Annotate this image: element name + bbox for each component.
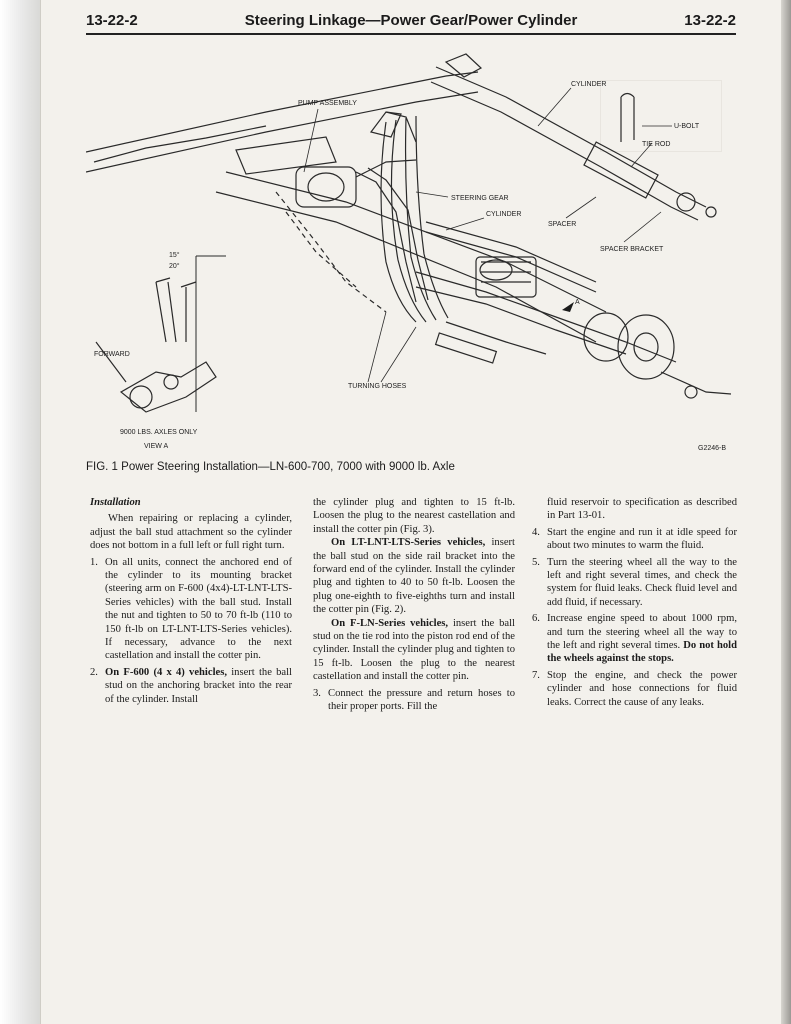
emphasis-text: On F-600 (4 x 4) vehicles, xyxy=(105,666,227,678)
list-item xyxy=(90,666,292,706)
figure-caption: FIG. 1 Power Steering Installation—LN-600-700, 7000 with 9000 lb. Axle xyxy=(86,461,455,473)
text-column-2 xyxy=(313,496,515,714)
page-binding xyxy=(0,0,41,1024)
page-number-right: 13-22-2 xyxy=(684,12,736,29)
page-edge xyxy=(781,0,791,1024)
list-item xyxy=(532,556,737,610)
list-item-number: 5. xyxy=(532,556,540,568)
list-item-text: Start the engine and run it at idle speed for about two minutes to warm the fluid. xyxy=(547,526,737,552)
text-column-3 xyxy=(532,496,737,709)
list-item-number: 6. xyxy=(532,613,540,625)
header-rule xyxy=(86,33,736,35)
paragraph-text: insert the ball stud on the side rail bracket into the forward end of the cylinder. Install the cylinder plug and tighten to 40 to 50 ft-lb. Loosen the plug one-eighth to five-eighths turn and install the cotter pin (Fig. 2). xyxy=(313,537,515,616)
label-pump-assembly: PUMP ASSEMBLY xyxy=(298,100,357,107)
list-item xyxy=(532,526,737,553)
steering-diagram xyxy=(86,42,736,460)
continued-paragraph: fluid reservoir to specification as described in Part 13-01. xyxy=(547,497,737,522)
list-item xyxy=(313,687,515,714)
list-item-text: On all units, connect the anchored end of the cylinder to its mounting bracket (steering arm on F-600 (4x4)-LT-LNT-LTS-Series vehicles) with the ball stud. Install the nut and tighten to 50 to 70 ft-lb (110 to 150 ft-lb on LT-LNT-LTS-Series vehicles). If necessary, advance to the next castellation and install the cotter pin. xyxy=(105,556,292,662)
view-arrow-icon xyxy=(562,302,574,312)
label-spacer: SPACER xyxy=(548,221,577,228)
label-arrow-a: A xyxy=(575,299,580,306)
view-a-inset-drawing xyxy=(96,256,226,412)
label-axles-note: 9000 LBS. AXLES ONLY xyxy=(120,429,198,436)
list-item-body xyxy=(105,666,292,706)
steering-installation-figure xyxy=(86,42,736,460)
label-turning-hoses: TURNING HOSES xyxy=(348,383,407,390)
list-item-number: 4. xyxy=(532,526,540,538)
page-header xyxy=(86,10,736,32)
label-angle-15: 15° xyxy=(169,252,180,259)
label-u-bolt: U-BOLT xyxy=(674,123,700,130)
paragraph xyxy=(313,617,515,684)
label-spacer-bracket: SPACER BRACKET xyxy=(600,246,664,253)
list-item-number: 2. xyxy=(90,666,98,678)
page-title: Steering Linkage—Power Gear/Power Cylinder xyxy=(244,12,578,29)
list-item-number: 7. xyxy=(532,669,540,681)
list-item-number: 1. xyxy=(90,556,98,568)
label-leaders xyxy=(304,88,672,382)
list-item-text: Connect the pressure and return hoses to their proper ports. Fill the xyxy=(328,687,515,713)
emphasis-text: On F-LN-Series vehicles, xyxy=(331,617,449,629)
label-view-a: VIEW A xyxy=(144,443,169,450)
label-figure-code: G2246-B xyxy=(698,445,727,452)
frame-rail-drawing xyxy=(86,54,731,398)
list-item xyxy=(90,556,292,663)
emphasis-text: On LT-LNT-LTS-Series vehicles, xyxy=(331,537,486,549)
continued-paragraph: the cylinder plug and tighten to 15 ft-lb. Loosen the plug to the nearest castellation and install the cotter pin (Fig. 3). xyxy=(313,497,515,535)
paragraph-text: insert the ball stud on the tie rod into the piston rod end of the cylinder. Install the cylinder plug and tighten to 15 ft-lb. Loosen the plug to the nearest castellation and install the cotter pin. xyxy=(313,617,515,683)
list-item xyxy=(532,612,737,666)
label-cylinder-top: CYLINDER xyxy=(571,81,607,88)
list-item xyxy=(532,669,737,709)
list-item-text: Increase engine speed to about 1000 rpm, and turn the steering wheel all the way to the left and right several times. xyxy=(547,613,737,652)
section-heading: Installation xyxy=(90,497,141,508)
label-forward: FORWARD xyxy=(94,351,130,358)
page-number-left: 13-22-2 xyxy=(86,12,138,29)
emphasis-text: Do not hold the wheels against the stops. xyxy=(547,640,737,665)
list-item-body xyxy=(547,612,737,666)
label-angle-20: 20° xyxy=(169,263,180,270)
label-cylinder-mid: CYLINDER xyxy=(486,211,522,218)
list-item-text: Stop the engine, and check the power cylinder and hose connections for fluid leaks. Correct the cause of any leaks. xyxy=(547,669,737,708)
text-column-1 xyxy=(90,496,292,706)
list-item-number: 3. xyxy=(313,687,321,699)
label-tie-rod: TIE ROD xyxy=(642,141,671,148)
intro-paragraph: When repairing or replacing a cylinder, adjust the ball stud attachment so the cylinder does not bottom in a full left or full right turn. xyxy=(90,513,292,552)
list-item-text: Turn the steering wheel all the way to the left and right several times, and check the system for fluid leaks. Check fluid level and add fluid, if necessary. xyxy=(547,556,737,608)
label-steering-gear: STEERING GEAR xyxy=(451,195,509,202)
paragraph xyxy=(313,536,515,616)
list-item-text: insert the ball stud on the anchoring bracket into the rear of the cylinder. Install xyxy=(105,666,293,705)
